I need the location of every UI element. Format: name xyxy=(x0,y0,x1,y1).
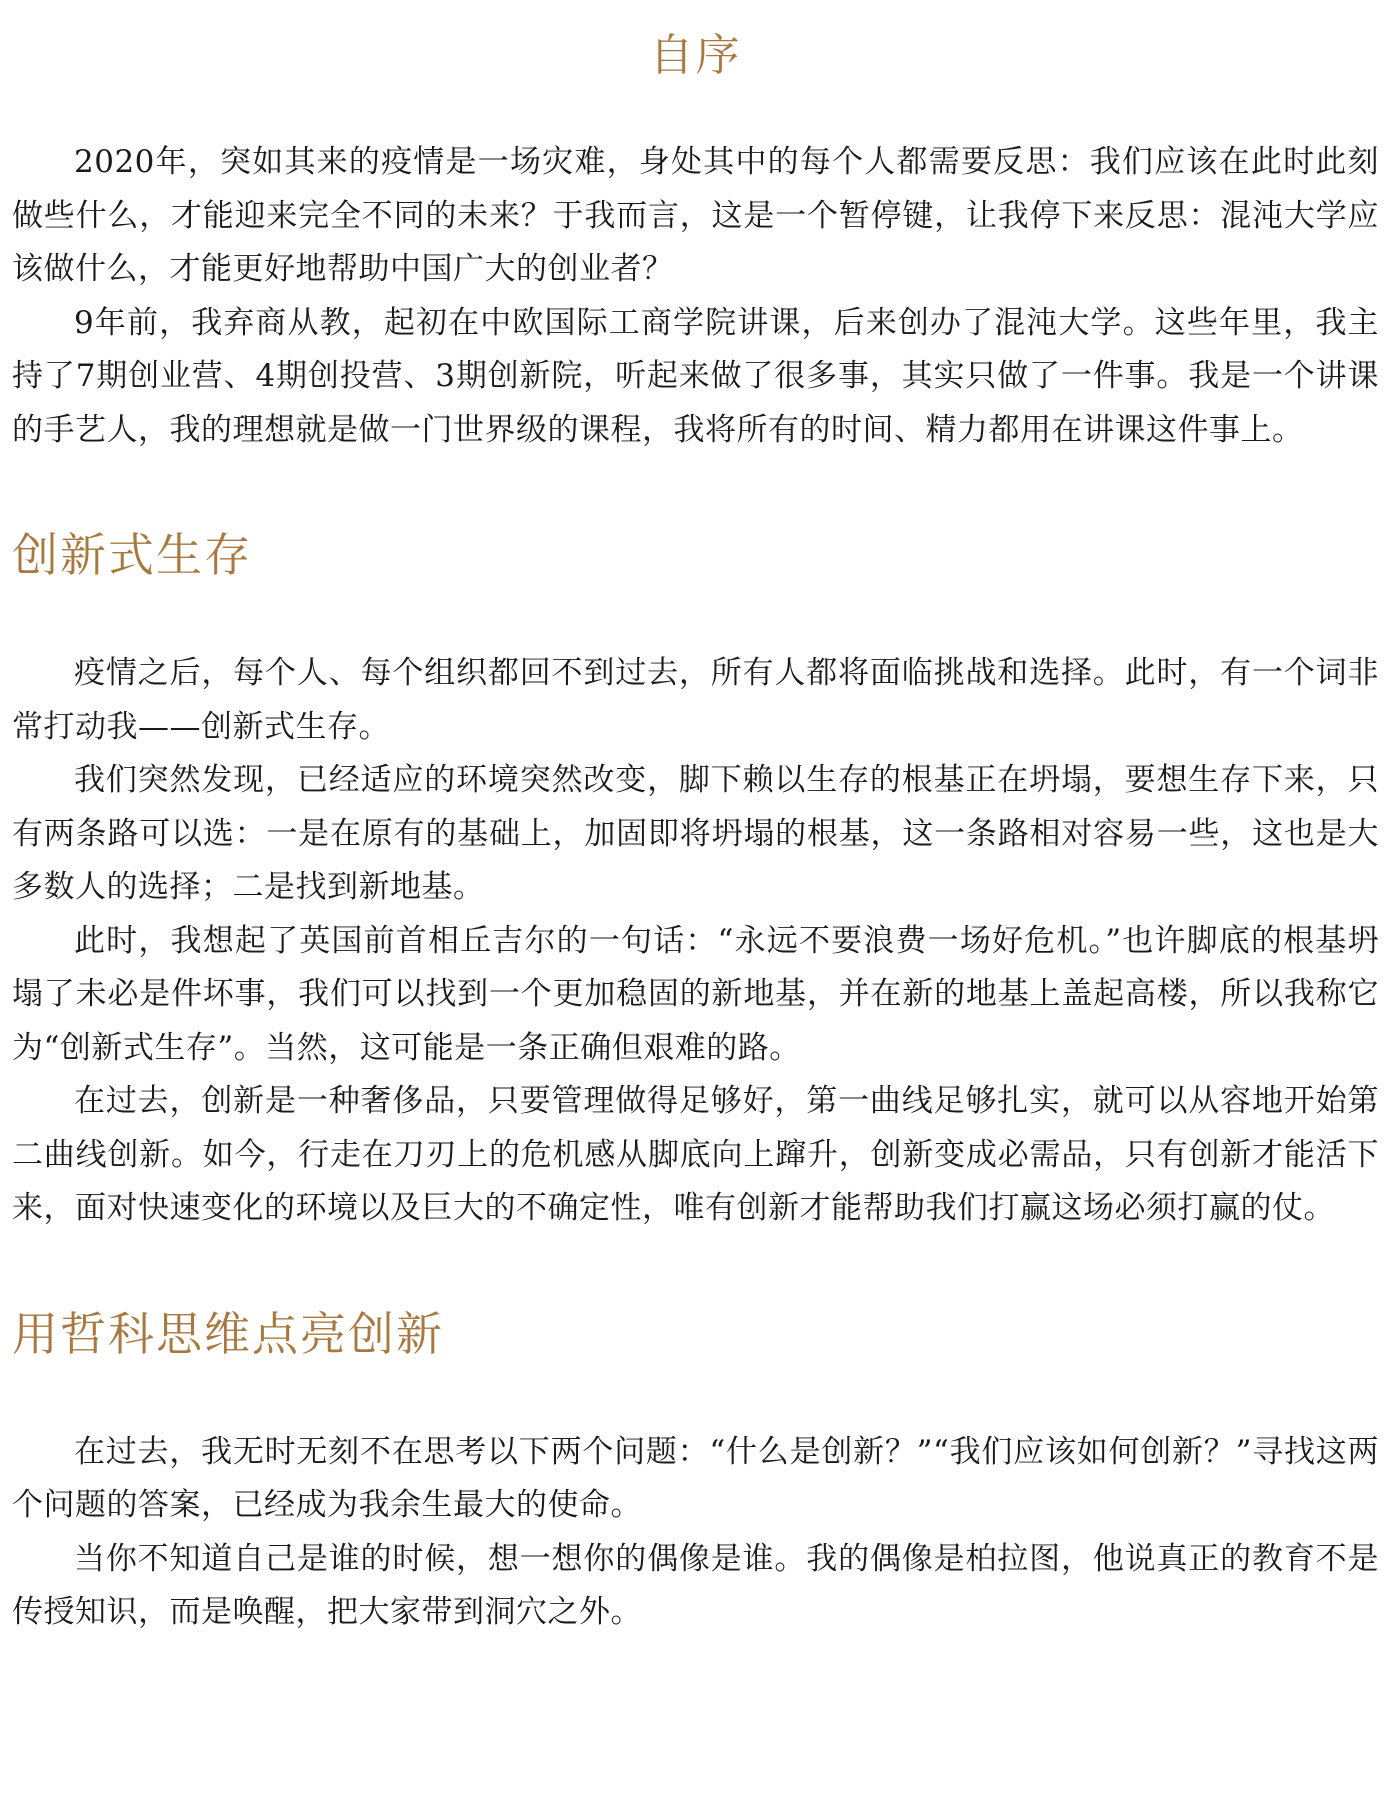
preface-paragraph-2: 9年前，我弃商从教，起初在中欧国际工商学院讲课，后来创办了混沌大学。这些年里，我主持了7期创业营、4期创投营、3期创新院，听起来做了很多事，其实只做了一件事。我是一个讲课的手艺人，我的理想就是做一门世界级的课程，我将所有的时间、精力都用在讲课这件事上。 xyxy=(12,304,1379,448)
document-page xyxy=(12,0,1379,1640)
section-innovative-survival xyxy=(12,525,1379,1236)
section-philosophy-innovation xyxy=(12,1304,1379,1640)
section1-paragraph-3: 此时，我想起了英国前首相丘吉尔的一句话：“永远不要浪费一场好危机。”也许脚底的根基坍塌了未必是件坏事，我们可以找到一个更加稳固的新地基，并在新的地基上盖起高楼，所以我称它为“创新式生存”。当然，这可能是一条正确但艰难的路。 xyxy=(12,922,1379,1066)
section1-paragraph-2: 我们突然发现，已经适应的环境突然改变，脚下赖以生存的根基正在坍塌，要想生存下来，只有两条路可以选：一是在原有的基础上，加固即将坍塌的根基，这一条路相对容易一些，这也是大多数人的选择；二是找到新地基。 xyxy=(12,762,1379,905)
section2-paragraph-2: 当你不知道自己是谁的时候，想一想你的偶像是谁。我的偶像是柏拉图，他说真正的教育不是传授知识，而是唤醒，把大家带到洞穴之外。 xyxy=(12,1540,1379,1630)
section-heading: 创新式生存 xyxy=(12,528,252,582)
section2-paragraph-1: 在过去，我无时无刻不在思考以下两个问题：“什么是创新？”“我们应该如何创新？”寻找这两个问题的答案，已经成为我余生最大的使命。 xyxy=(12,1433,1379,1523)
preface-section xyxy=(12,136,1379,457)
section1-paragraph-4: 在过去，创新是一种奢侈品，只要管理做得足够好，第一曲线足够扎实，就可以从容地开始第二曲线创新。如今，行走在刀刃上的危机感从脚底向上蹿升，创新变成必需品，只有创新才能活下来，面对快速变化的环境以及巨大的不确定性，唯有创新才能帮助我们打赢这场必须打赢的仗。 xyxy=(12,1083,1379,1226)
page-title: 自序 xyxy=(649,30,742,81)
section-heading: 用哲科思维点亮创新 xyxy=(12,1306,444,1361)
preface-paragraph-1: 2020年，突如其来的疫情是一场灾难，身处其中的每个人都需要反思：我们应该在此时此刻做些什么，才能迎来完全不同的未来？于我而言，这是一个暂停键，让我停下来反思：混沌大学应该做什么，才能更好地帮助中国广大的创业者？ xyxy=(12,144,1379,287)
section1-paragraph-1: 疫情之后，每个人、每个组织都回不到过去，所有人都将面临挑战和选择。此时，有一个词非常打动我——创新式生存。 xyxy=(12,655,1379,745)
